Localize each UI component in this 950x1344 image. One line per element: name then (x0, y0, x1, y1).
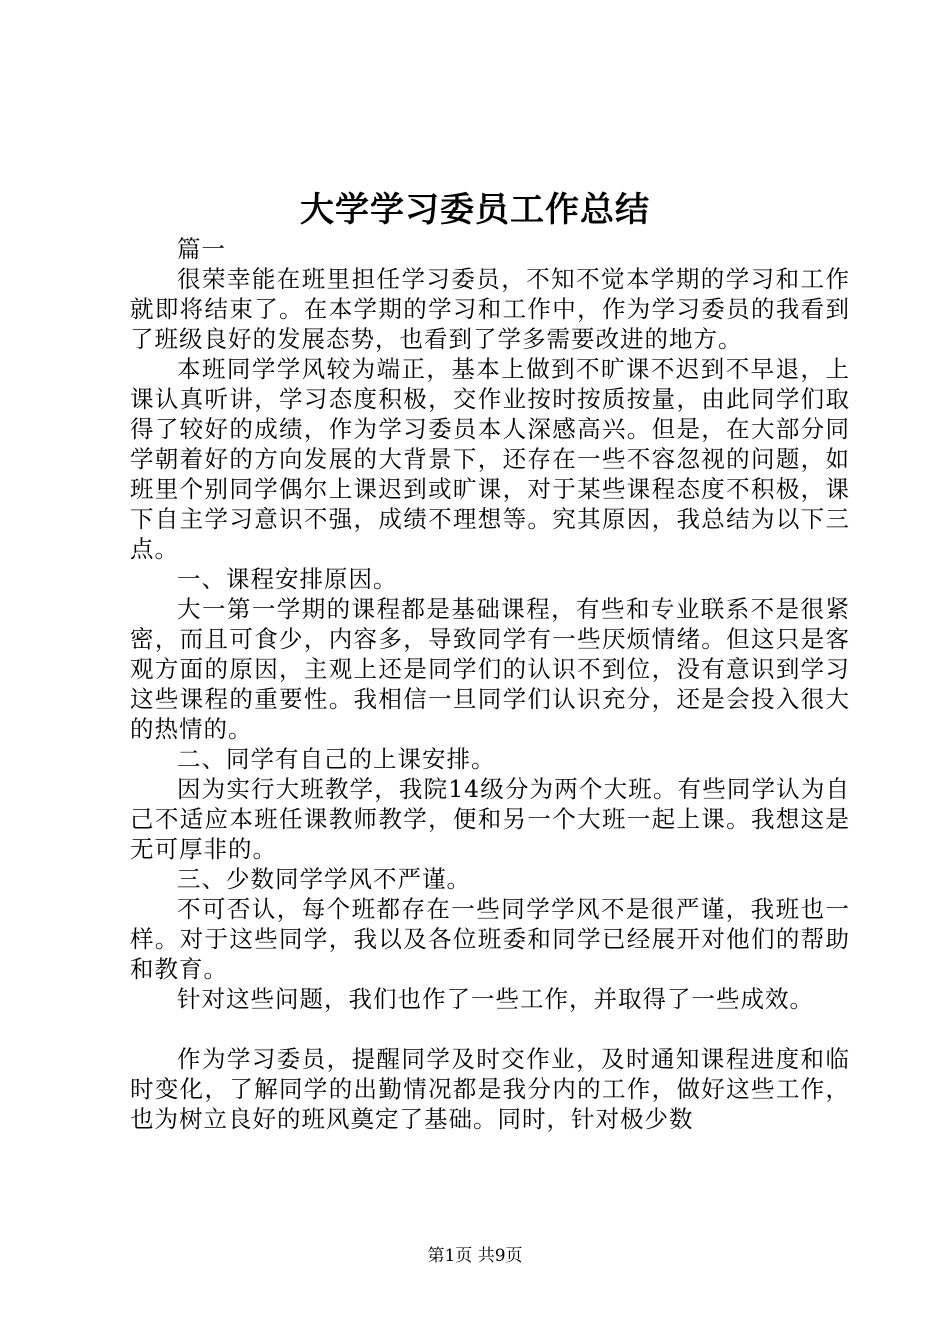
document-title: 大学学习委员工作总结 (300, 190, 650, 230)
paragraph: 针对这些问题，我们也作了一些工作，并取得了一些成效。 (177, 985, 814, 1013)
document-body (130, 234, 850, 1134)
section-heading: 二、同学有自己的上课安排。 (177, 745, 496, 773)
paragraph: 不可否认，每个班都存在一些同学学风不是很严谨，我班也一样。对于这些同学，我以及各位班委和同学已经展开对他们的帮助和教育。 (130, 895, 850, 983)
paragraph: 很荣幸能在班里担任学习委员，不知不觉本学期的学习和工作就即将结束了。在本学期的学习和工作中，作为学习委员的我看到了班级良好的发展态势，也看到了学多需要改进的地方。 (130, 265, 850, 353)
paragraph: 本班同学学风较为端正，基本上做到不旷课不迟到不早退，上课认真听讲，学习态度积极，交作业按时按质按量，由此同学们取得了较好的成绩，作为学习委员本人深感高兴。但是，在大部分同学朝着好的方向发展的大背景下，还存在一些不容忽视的问题，如班里个别同学偶尔上课迟到或旷课，对于某些课程态度不积极，课下自主学习意识不强，成绩不理想等。究其原因，我总结为以下三点。 (130, 355, 850, 563)
section-heading: 三、少数同学学风不严谨。 (177, 865, 471, 893)
section-label: 篇一 (177, 235, 226, 263)
paragraph: 大一第一学期的课程都是基础课程，有些和专业联系不是很紧密，而且可食少，内容多，导致同学有一些厌烦情绪。但这只是客观方面的原因，主观上还是同学们的认识不到位，没有意识到学习这些课程的重要性。我相信一旦同学们认识充分，还是会投入很大的热情的。 (130, 595, 850, 743)
page-footer: 第1页 共9页 (427, 1246, 523, 1266)
section-heading: 一、课程安排原因。 (177, 565, 398, 593)
paragraph: 因为实行大班教学，我院14级分为两个大班。有些同学认为自己不适应本班任课教师教学，便和另一个大班一起上课。我想这是无可厚非的。 (130, 775, 850, 863)
paragraph: 作为学习委员，提醒同学及时交作业，及时通知课程进度和临时变化，了解同学的出勤情况都是我分内的工作，做好这些工作，也为树立良好的班风奠定了基础。同时，针对极少数 (130, 1045, 850, 1133)
